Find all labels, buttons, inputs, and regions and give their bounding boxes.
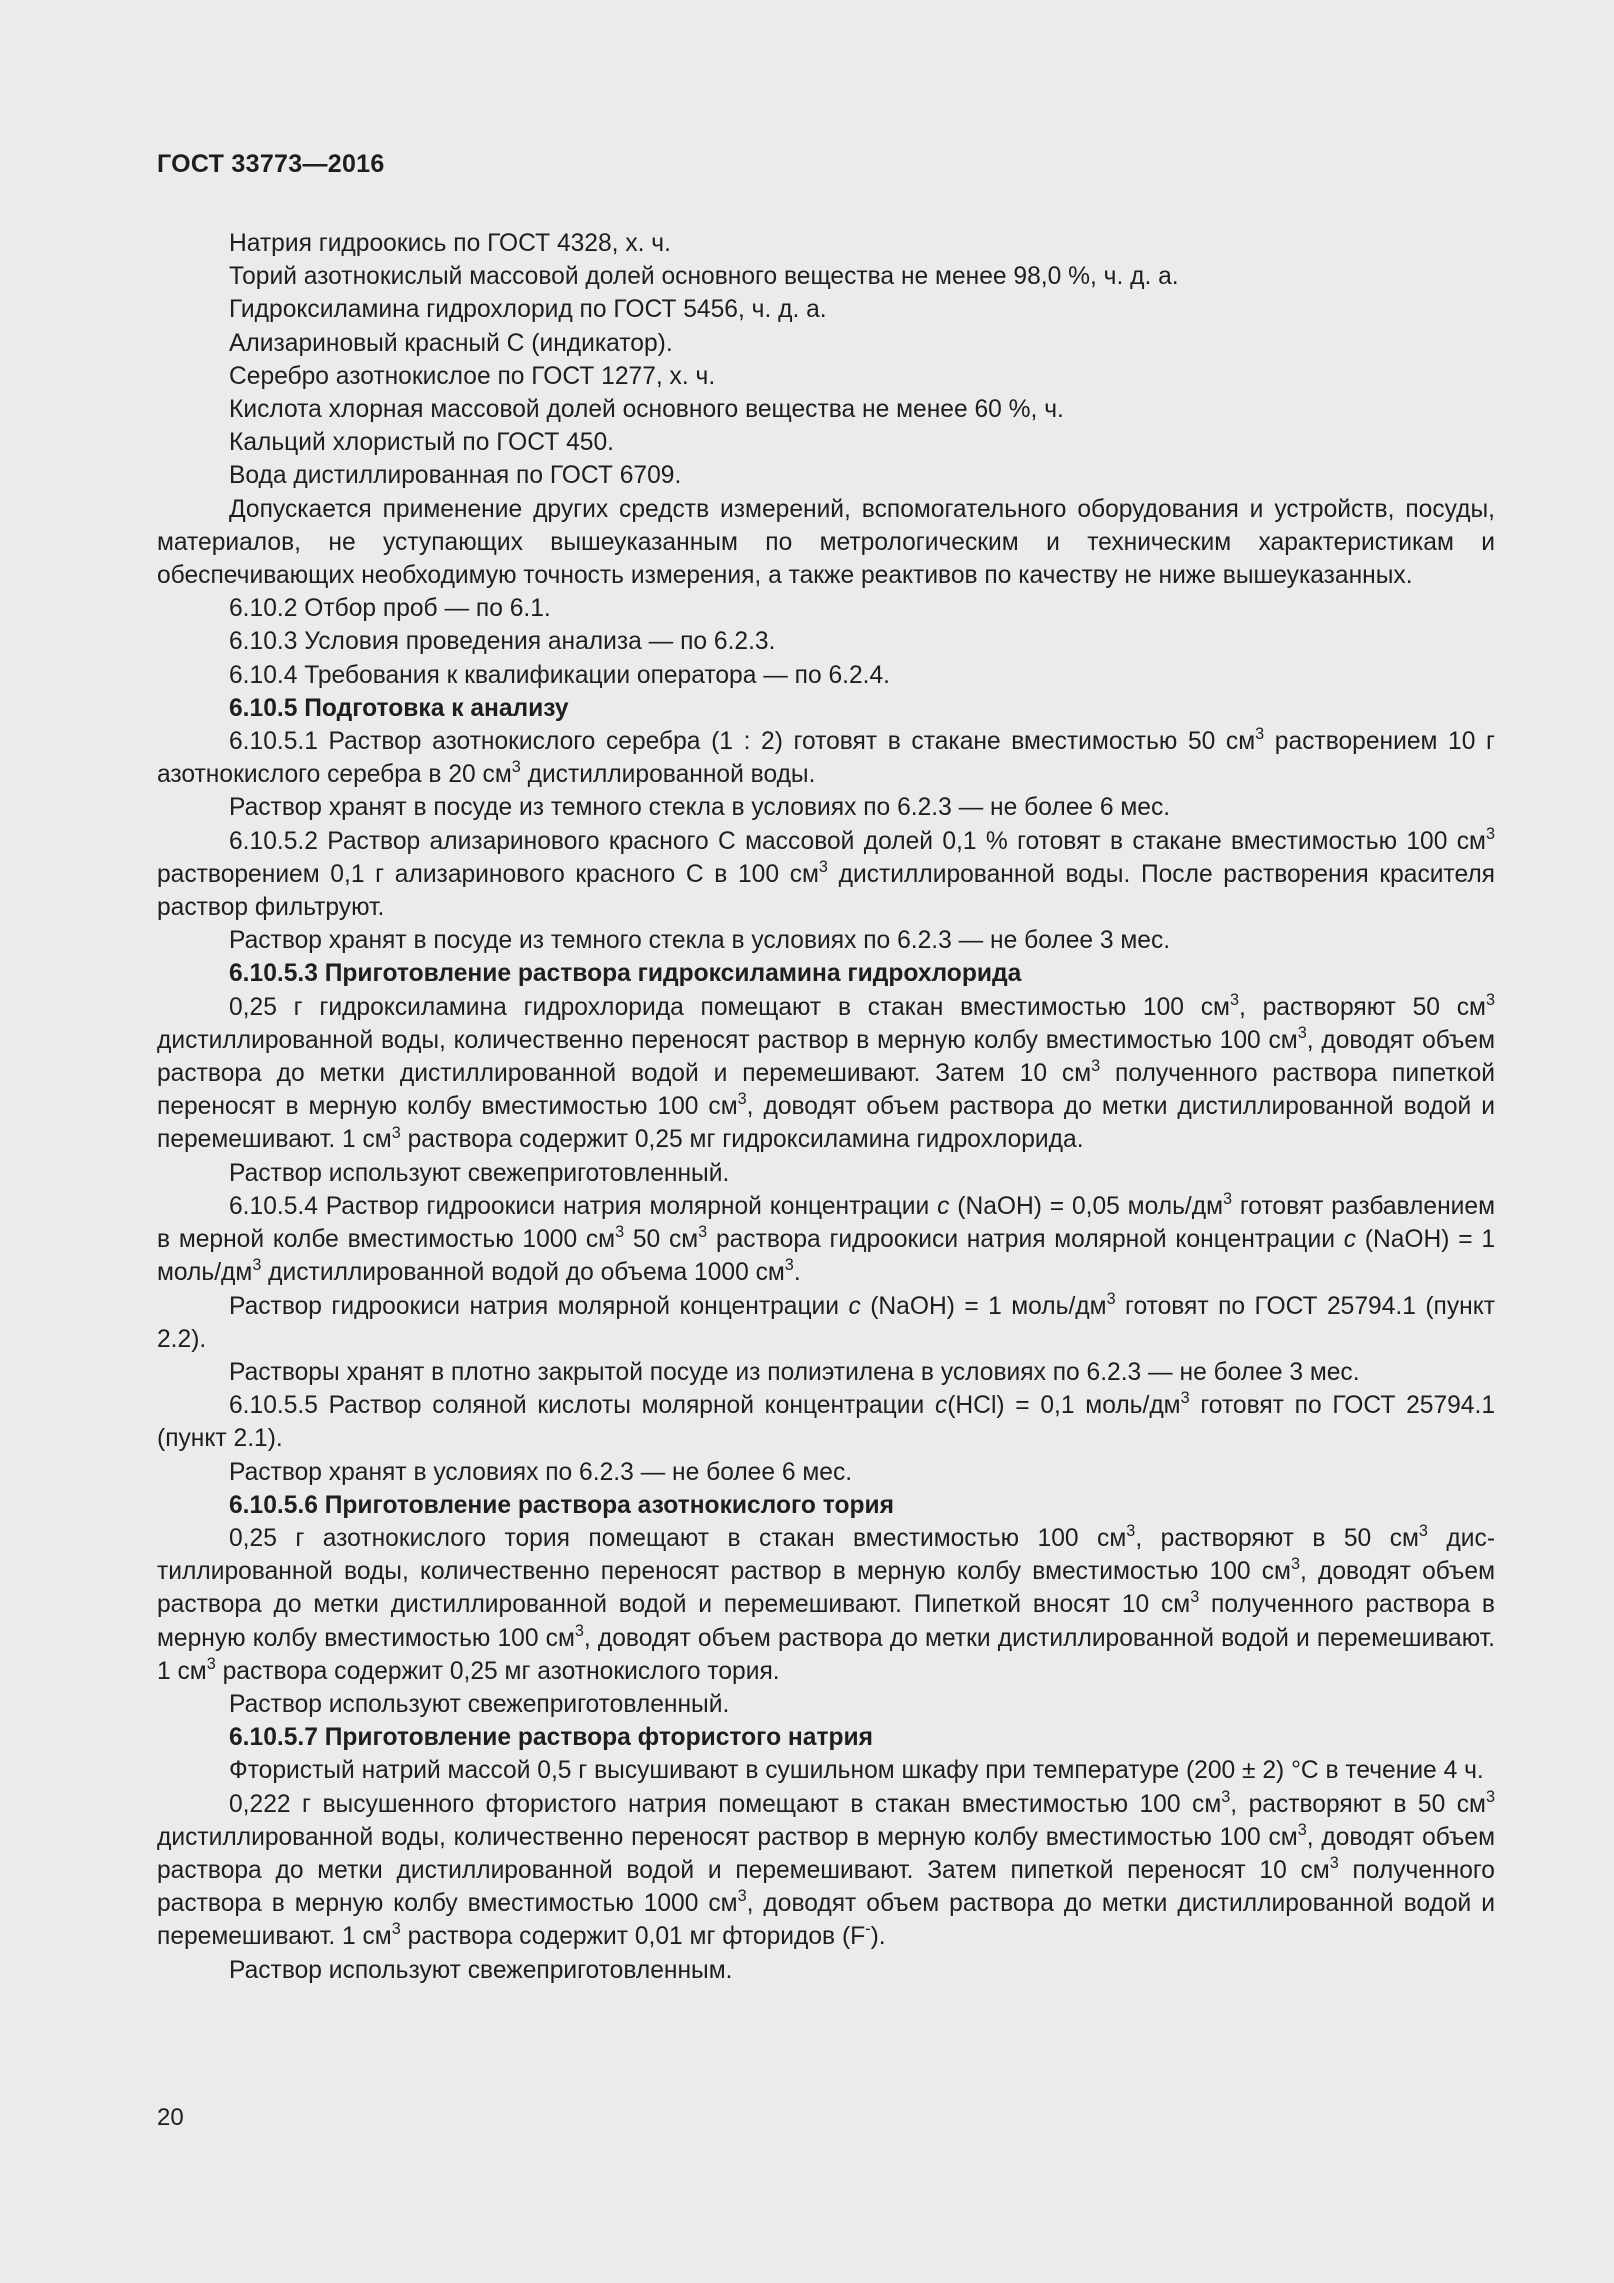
clause-6-10-5-2: 6.10.5.2 Раствор ализаринового красного С массовой долей 0,1 % готовят в стакане вместимостью 100 $см^3$ растворением 0,1 г ализаринового красного С в 100 $см^3$ дистиллированной воды. После растворения красителя раствор фильтруют. bbox=[157, 824, 1495, 922]
paragraph: 0,25 г азотнокислого тория помещают в стакан вместимостью 100 $см^3$, растворяют в 50 $см^3$ дистиллированной воды, количественно переносят раствор в мерную колбу вместимостью 100 $см^3$, доводят объем раствора до метки дистиллированной водой и перемешивают. Пипеткой вносят 10 $см^3$ полученного раствора в мерную колбу вместимостью 100 $см^3$, доводят объем раствора до метки дистиллированной водой и перемешивают. 1 $см^3$ раствора содержит 0,25 мг азотнокислого тория. bbox=[157, 1521, 1496, 1685]
page-number: 20 bbox=[157, 2104, 184, 2131]
clause-6-10-5-5: 6.10.5.5 Раствор соляной кислоты молярной концентрации c(HCl) = 0,1 моль/$дм^3$ готовят по ГОСТ 25794.1 (пункт 2.1). bbox=[157, 1389, 1495, 1453]
section-heading-6-10-5-3: 6.10.5.3 Приготовление раствора гидроксиламина гидрохлорида bbox=[229, 960, 1022, 988]
paragraph: Гидроксиламина гидрохлорид по ГОСТ 5456, ч. д. а. bbox=[229, 296, 827, 324]
paragraph: Раствор используют свежеприготовленный. bbox=[229, 1159, 730, 1187]
clause-6-10-4: 6.10.4 Требования к квалификации оператора — по 6.2.4. bbox=[229, 661, 891, 689]
clause-6-10-5-4: 6.10.5.4 Раствор гидроокиси натрия молярной концентрации c (NaOH) = 0,05 моль/$дм^3$ готовят разбавлением в мерной колбе вместимостью 1000 $см^3$ 50 $см^3$ раствора гидроокиси натрия молярной концентрации c (NaOH) = 1 моль/$дм^3$ дистиллированной водой до объема 1000 $см^3$. bbox=[157, 1189, 1496, 1287]
paragraph: 0,25 г гидроксиламина гидрохлорида помещают в стакан вместимостью 100 $см^3$, растворяют 50 $см^3$ дистиллированной воды, количественно переносят раствор в мерную колбу вместимостью 100 $см^3$, доводят объем раствора до метки дистиллированной водой и перемешивают. Затем 10 $см^3$ полученного раствора пипеткой переносят в мерную колбу вместимостью 100 $см^3$, доводят объем раствора до метки дистиллированной водой и перемешивают. 1 $см^3$ раствора содержит 0,25 мг гидроксиламина гидрохлорида. bbox=[157, 990, 1495, 1154]
paragraph: Раствор используют свежеприготовленным. bbox=[229, 1956, 733, 1984]
paragraph: Раствор хранят в условиях по 6.2.3 — не более 6 мес. bbox=[229, 1458, 853, 1486]
paragraph: Раствор хранят в посуде из темного стекла в условиях по 6.2.3 — не более 3 мес. bbox=[229, 927, 1171, 955]
paragraph: Вода дистиллированная по ГОСТ 6709. bbox=[229, 462, 682, 490]
document-body bbox=[157, 227, 1495, 1987]
paragraph: Кислота хлорная массовой долей основного вещества не менее 60 %, ч. bbox=[229, 396, 1064, 424]
clause-6-10-2: 6.10.2 Отбор проб — по 6.1. bbox=[229, 595, 551, 623]
paragraph: Раствор хранят в посуде из темного стекла в условиях по 6.2.3 — не более 6 мес. bbox=[229, 794, 1171, 822]
paragraph: Ализариновый красный С (индикатор). bbox=[229, 329, 673, 357]
paragraph: Фтористый натрий массой 0,5 г высушивают в сушильном шкафу при температуре (200 ± 2) °С в течение 4 ч. bbox=[229, 1757, 1484, 1785]
paragraph: Раствор гидроокиси натрия молярной концентрации c (NaOH) = 1 моль/$дм^3$ готовят по ГОСТ 25794.1 (пункт 2.2). bbox=[157, 1289, 1496, 1353]
paragraph: Торий азотнокислый массовой долей основного вещества не менее 98,0 %, ч. д. а. bbox=[229, 263, 1179, 291]
section-heading-6-10-5-7: 6.10.5.7 Приготовление раствора фтористого натрия bbox=[229, 1724, 873, 1752]
clause-6-10-3: 6.10.3 Условия проведения анализа — по 6.2.3. bbox=[229, 628, 776, 656]
paragraph: Серебро азотнокислое по ГОСТ 1277, х. ч. bbox=[229, 362, 716, 390]
document-header: ГОСТ 33773—2016 bbox=[157, 150, 385, 178]
section-heading-6-10-5-6: 6.10.5.6 Приготовление раствора азотнокислого тория bbox=[229, 1491, 895, 1519]
clause-6-10-5-1: 6.10.5.1 Раствор азотнокислого серебра (1 : 2) готовят в стакане вместимостью 50 $см^3$ растворением 10 г азотнокислого серебра в 20 $см^3$ дистиллированной воды. bbox=[157, 725, 1495, 789]
paragraph: Растворы хранят в плотно закрытой посуде из полиэтилена в условиях по 6.2.3 — не более 3 мес. bbox=[229, 1358, 1360, 1386]
paragraph: Допускается применение других средств измерений, вспомогательного оборудования и устройств, посуды, материалов, не уступающих вышеуказанным по метрологическим и техническим характеристикам и обеспечивающих необходимую точность измерения, а также реактивов по качеству не ниже вышеуказанных. bbox=[157, 495, 1495, 590]
paragraph: 0,222 г высушенного фтористого натрия помещают в стакан вместимостью 100 $см^3$, растворяют в 50 $см^3$ дистиллированной воды, количественно переносят раствор в мерную колбу вместимостью 100 $см^3$, доводят объем раствора до метки дистиллированной водой и перемешивают. Затем пипеткой переносят 10 $см^3$ полученного раствора в мерную колбу вместимостью 1000 $см^3$, доводят объем раствора до метки дистиллированной водой и перемешивают. 1 $см^3$ раствора содержит 0,01 мг фторидов (F-). bbox=[157, 1787, 1495, 1951]
paragraph: Натрия гидроокись по ГОСТ 4328, х. ч. bbox=[229, 230, 671, 257]
section-heading-6-10-5: 6.10.5 Подготовка к анализу bbox=[229, 694, 569, 722]
paragraph: Раствор используют свежеприготовленный. bbox=[229, 1690, 730, 1718]
paragraph: Кальций хлористый по ГОСТ 450. bbox=[229, 429, 614, 457]
